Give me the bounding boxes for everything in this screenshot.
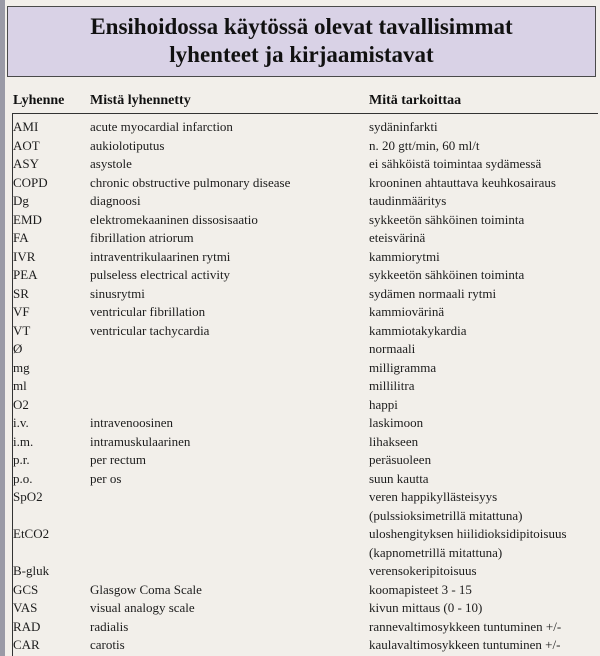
- meaning-cell: (kapnometrillä mitattuna): [369, 544, 503, 560]
- meaning-cell: kammiorytmi: [369, 248, 440, 264]
- source-cell: elektromekaaninen dissosisaatio: [90, 211, 258, 227]
- table-row: [0, 229, 600, 247]
- table-row: [0, 433, 600, 451]
- abbreviation-cell: i.v.: [13, 415, 29, 430]
- abbreviation-cell: AMI: [13, 119, 39, 134]
- table-row: [0, 174, 600, 192]
- abbreviation-cell: ASY: [13, 156, 40, 171]
- source-cell: visual analogy scale: [90, 600, 195, 615]
- table-row: [0, 618, 600, 636]
- abbreviation-cell: VF: [13, 304, 30, 319]
- table-row: [0, 340, 600, 358]
- meaning-cell: millilitra: [369, 378, 415, 393]
- title-line-2: lyhenteet ja kirjaamistavat: [169, 42, 434, 67]
- abbreviation-cell: GCS: [13, 581, 39, 597]
- source-cell: per rectum: [90, 452, 146, 467]
- abbreviation-cell: mg: [13, 359, 30, 375]
- abbreviation-cell: SR: [13, 285, 29, 301]
- meaning-cell: taudinmääritys: [369, 193, 447, 208]
- source-cell: intramuskulaarinen: [90, 433, 191, 449]
- meaning-cell: rannevaltimosykkeen tuntuminen +/-: [369, 618, 562, 634]
- table-row: [0, 488, 600, 506]
- abbreviation-cell: ml: [13, 378, 27, 393]
- source-cell: intravenoosinen: [90, 415, 174, 430]
- meaning-cell: veren happikyllästeisyys: [369, 489, 498, 504]
- abbreviation-cell: O2: [13, 396, 29, 412]
- table-row: [0, 248, 600, 266]
- table-row: [0, 636, 600, 654]
- meaning-cell: milligramma: [369, 359, 437, 375]
- abbreviation-cell: AOT: [13, 137, 40, 153]
- table-row: [0, 414, 600, 432]
- table-row: [0, 544, 600, 562]
- meaning-cell: suun kautta: [369, 470, 429, 486]
- meaning-cell: normaali: [369, 341, 416, 356]
- header-rule: [12, 113, 598, 114]
- abbreviation-cell: CAR: [13, 637, 40, 652]
- table-row: [0, 359, 600, 377]
- meaning-cell: ei sähköistä toimintaa sydämessä: [369, 156, 542, 171]
- source-cell: pulseless electrical activity: [90, 267, 231, 282]
- meaning-cell: sykkeetön sähköinen toiminta: [369, 211, 525, 227]
- meaning-cell: happi: [369, 396, 398, 412]
- header-abbreviation: Lyhenne: [13, 93, 65, 108]
- title-line-1: Ensihoidossa käytössä olevat tavallisimmat: [90, 14, 513, 39]
- meaning-cell: verensokeripitoisuus: [369, 563, 477, 578]
- abbreviation-cell: p.o.: [13, 470, 33, 486]
- source-cell: intraventrikulaarinen rytmi: [90, 248, 231, 264]
- table-row: [0, 211, 600, 229]
- source-cell: diagnoosi: [90, 193, 141, 208]
- meaning-cell: koomapisteet 3 - 15: [369, 581, 472, 597]
- meaning-cell: n. 20 gtt/min, 60 ml/t: [369, 137, 480, 153]
- abbreviation-cell: FA: [13, 230, 29, 245]
- table-row: [0, 118, 600, 136]
- abbreviation-cell: i.m.: [13, 433, 34, 449]
- source-cell: acute myocardial infarction: [90, 119, 233, 134]
- table-row: [0, 562, 600, 580]
- source-cell: chronic obstructive pulmonary disease: [90, 174, 291, 190]
- source-cell: radialis: [90, 618, 129, 634]
- abbreviation-cell: Ø: [13, 341, 23, 356]
- table-row: [0, 266, 600, 284]
- source-cell: sinusrytmi: [90, 285, 145, 301]
- meaning-cell: kivun mittaus (0 - 10): [369, 600, 483, 615]
- table-row: [0, 137, 600, 155]
- meaning-cell: sydäninfarkti: [369, 119, 438, 134]
- table-row: [0, 581, 600, 599]
- title-box: [7, 6, 596, 77]
- meaning-cell: krooninen ahtauttava keuhkosairaus: [369, 174, 556, 190]
- abbreviation-cell: p.r.: [13, 452, 30, 467]
- table-row: [0, 507, 600, 525]
- source-cell: carotis: [90, 637, 125, 652]
- source-cell: ventricular fibrillation: [90, 304, 206, 319]
- header-meaning: Mitä tarkoittaa: [369, 93, 462, 108]
- meaning-cell: laskimoon: [369, 415, 424, 430]
- abbreviation-cell: EMD: [13, 211, 42, 227]
- meaning-cell: kaulavaltimosykkeen tuntuminen +/-: [369, 637, 561, 652]
- source-cell: Glasgow Coma Scale: [90, 581, 202, 597]
- source-cell: fibrillation atriorum: [90, 230, 194, 245]
- table-row: [0, 377, 600, 395]
- abbreviation-cell: IVR: [13, 248, 36, 264]
- abbreviation-cell: SpO2: [13, 489, 43, 504]
- meaning-cell: kammiovärinä: [369, 304, 445, 319]
- table-row: [0, 599, 600, 617]
- table-row: [0, 303, 600, 321]
- abbreviation-cell: RAD: [13, 618, 41, 634]
- meaning-cell: uloshengityksen hiilidioksidipitoisuus: [369, 526, 567, 541]
- source-cell: asystole: [90, 156, 132, 171]
- table-row: [0, 470, 600, 488]
- meaning-cell: lihakseen: [369, 433, 419, 449]
- abbreviation-cell: Dg: [13, 193, 29, 208]
- abbreviation-cell: COPD: [13, 174, 48, 190]
- table-row: [0, 155, 600, 173]
- meaning-cell: (pulssioksimetrillä mitattuna): [369, 507, 523, 523]
- table-row: [0, 451, 600, 469]
- abbreviation-cell: B-gluk: [13, 563, 50, 578]
- header-source: Mistä lyhennetty: [90, 93, 191, 108]
- source-cell: per os: [90, 470, 122, 486]
- table-row: [0, 525, 600, 543]
- meaning-cell: sykkeetön sähköinen toiminta: [369, 267, 525, 282]
- meaning-cell: sydämen normaali rytmi: [369, 285, 497, 301]
- abbreviation-cell: VAS: [13, 600, 38, 615]
- source-cell: aukiolotiputus: [90, 137, 165, 153]
- source-cell: ventricular tachycardia: [90, 322, 210, 338]
- abbreviation-cell: VT: [13, 322, 31, 338]
- table-row: [0, 192, 600, 210]
- table-row: [0, 285, 600, 303]
- abbreviation-cell: EtCO2: [13, 526, 50, 541]
- table-row: [0, 322, 600, 340]
- table-row: [0, 396, 600, 414]
- meaning-cell: eteisvärinä: [369, 230, 426, 245]
- meaning-cell: kammiotakykardia: [369, 322, 467, 338]
- meaning-cell: peräsuoleen: [369, 452, 432, 467]
- abbreviation-cell: PEA: [13, 267, 38, 282]
